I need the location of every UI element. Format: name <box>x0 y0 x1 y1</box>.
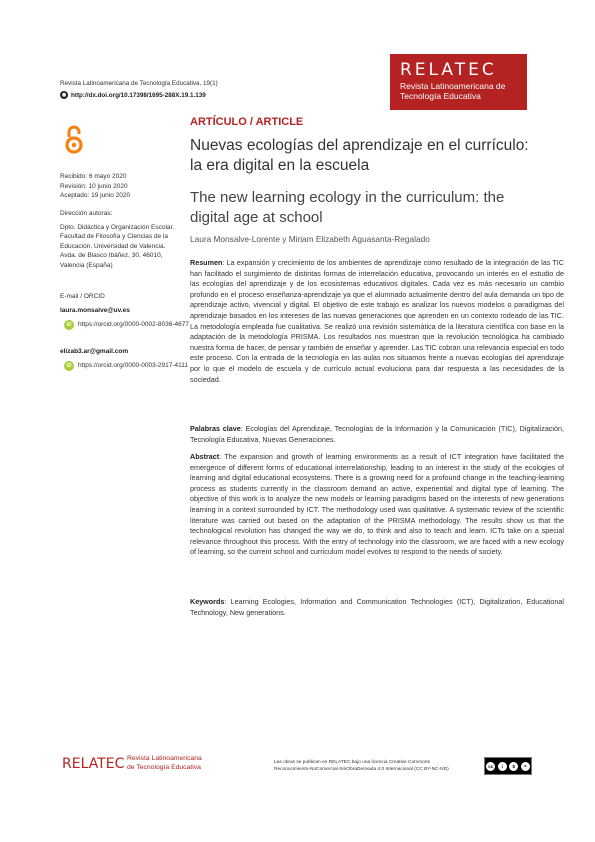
accepted-date: Aceptado: 19 junio 2020 <box>60 192 131 199</box>
keywords-paragraph <box>190 597 564 618</box>
author2-orcid[interactable] <box>64 361 189 371</box>
email-orcid-label: E-mail / ORCID <box>60 293 105 300</box>
authors: Laura Monsalve-Lorente y Miriam Elizabeth Aguasanta-Regalado <box>190 234 430 244</box>
title-english: The new learning ecology in the curriculum: the digital age at school <box>190 189 505 226</box>
footer-logo-subtitle: Revista Latinoamericana de Tecnología Educativa <box>127 755 202 771</box>
resumen-label: Resumen <box>190 258 223 267</box>
article-type-label: ARTÍCULO / ARTICLE <box>190 116 304 128</box>
revised-date: Revisión: 10 junio 2020 <box>60 182 128 190</box>
abstract-text: : The expansion and growth of learning environments as a result of ICT integration have facilitated the emergence of different forms of educational interrelationship, leading to an interest in the study of the ecologies of learning and digital educational ecosystems. There is a growing need for a profound change in the teaching-learning process as students currently in the classroom demand an active, experiential and digital type of learning. The objective of this work is to analyze the new models or learning paradigms based on the interests of new generations learning in a context surrounded by ICT. The methodology used was qualitative. A systematic review of the scientific literature was carried out based on the adaptation of the PRISMA methodology. The results show us that the technological revolution has changed the way we do, to think and also to teach and learn. ICTs take on a special relevance throughout this process. With the entry of technology into the classroom, we are faced with a new ecology of learning, so the current school and curriculum model evolves to respond to the needs of society. <box>190 452 564 557</box>
journal-citation: Revista Latinoamericana de Tecnología Educativa, 19(1) <box>60 80 218 87</box>
author1-email[interactable]: laura.monsalve@uv.es <box>60 307 130 314</box>
author2-orcid-link[interactable]: https://orcid.org/0000-0003-2917-4111 <box>78 362 188 369</box>
orcid-icon: iD <box>64 361 74 371</box>
received-date: Recibido: 6 mayo 2020 <box>60 173 127 180</box>
address-label: Dirección autoras: <box>60 210 113 217</box>
author1-orcid-link[interactable]: https://orcid.org/0000-0002-8036-4677 <box>78 321 189 328</box>
title-spanish: Nuevas ecologías del aprendizaje en el currículo: la era digital en la escuela <box>190 137 529 174</box>
resumen-paragraph <box>190 258 564 385</box>
logo-title: RELATEC <box>400 60 497 80</box>
keywords-text: : Learning Ecologies, Information and Communication Technologies (ICT), Digitalization, Educational Technology, New generations. <box>190 597 564 617</box>
open-access-icon <box>64 124 84 159</box>
license-text: Las obras se publican en RELATEC bajo una licencia Creative Commons Reconocimiento-NoComercial-SinObraDerivada 4.0 Internacional (CC BY-NC-ND) <box>274 760 449 772</box>
author1-orcid[interactable] <box>64 320 189 330</box>
logo-subtitle: Revista Latinoamericana de Tecnología Educativa <box>400 81 506 101</box>
doi-link[interactable]: http://dx.doi.org/10.17398/1695-288X.19.1.139 <box>71 91 206 99</box>
palabras-label: Palabras clave <box>190 424 241 433</box>
by-icon: i <box>498 762 507 771</box>
footer-logo: RELATEC <box>62 756 125 772</box>
palabras-text: : Ecologías del Aprendizaje, Tecnologías de la Información y la Comunicación (TIC), Digitalización, Tecnología Educativa, Nuevas Generaciones. <box>190 424 564 444</box>
orcid-icon: iD <box>64 320 74 330</box>
doi-icon: ◉ <box>61 92 67 98</box>
keywords-label: Keywords <box>190 597 225 606</box>
abstract-label: Abstract <box>190 452 220 461</box>
abstract-paragraph <box>190 452 564 558</box>
journal-logo <box>390 54 527 110</box>
nd-icon: = <box>521 762 530 771</box>
cc-icon: cc <box>488 763 494 769</box>
nc-icon: $ <box>509 762 518 771</box>
creative-commons-icon[interactable] <box>484 757 532 775</box>
author2-email[interactable]: elizab3.ar@gmail.com <box>60 348 129 355</box>
author-affiliation: Dpto. Didáctica y Organización Escolar. Facultad de Filosofía y Ciencias de la Educación. Universidad de Valencia. Avda. de Blasco Ibáñez, 30, 46010, Valencia (España) <box>60 224 175 269</box>
doi-line[interactable] <box>60 91 206 99</box>
palabras-clave-paragraph <box>190 424 564 445</box>
article-dates <box>60 172 130 201</box>
resumen-text: : La expansión y crecimiento de los ambientes de aprendizaje como resultado de la integración de las TIC han facilitado el surgimiento de distintas formas de interrelación educativa, provocando un interés en el estudio de las ecologías del aprendizaje y de los ecosistemas educativos digitales. Cada vez es más necesario un cambio profundo en el proceso enseñanza-aprendizaje ya que el alumnado actualmente dentro del aula demanda un tipo de aprendizaje activo, vivencial y digital. El objetivo de este trabajo es analizar los nuevos modelos o paradigmas del aprendizaje basados en los intereses de las nuevas generaciones que aprenden en un contexto rodeado de las TIC. La metodología empleada fue cualitativa. Se realizó una revisión sistemática de la literatura científica con base en la adaptación de la metodología PRISMA. Los resultados nos muestran que la revolución tecnológica ha cambiado nuestra forma de hacer, de pensar y también de enseñar y aprender. Las TIC cobran una relevancia especial en todo este proceso. Con la entrada de la tecnología en las aulas nos situamos frente a nuevas ecologías del aprendizaje por lo que el modelo de escuela y de currículo actual evoluciona para dar respuesta a las necesidades de la sociedad. <box>190 258 564 384</box>
